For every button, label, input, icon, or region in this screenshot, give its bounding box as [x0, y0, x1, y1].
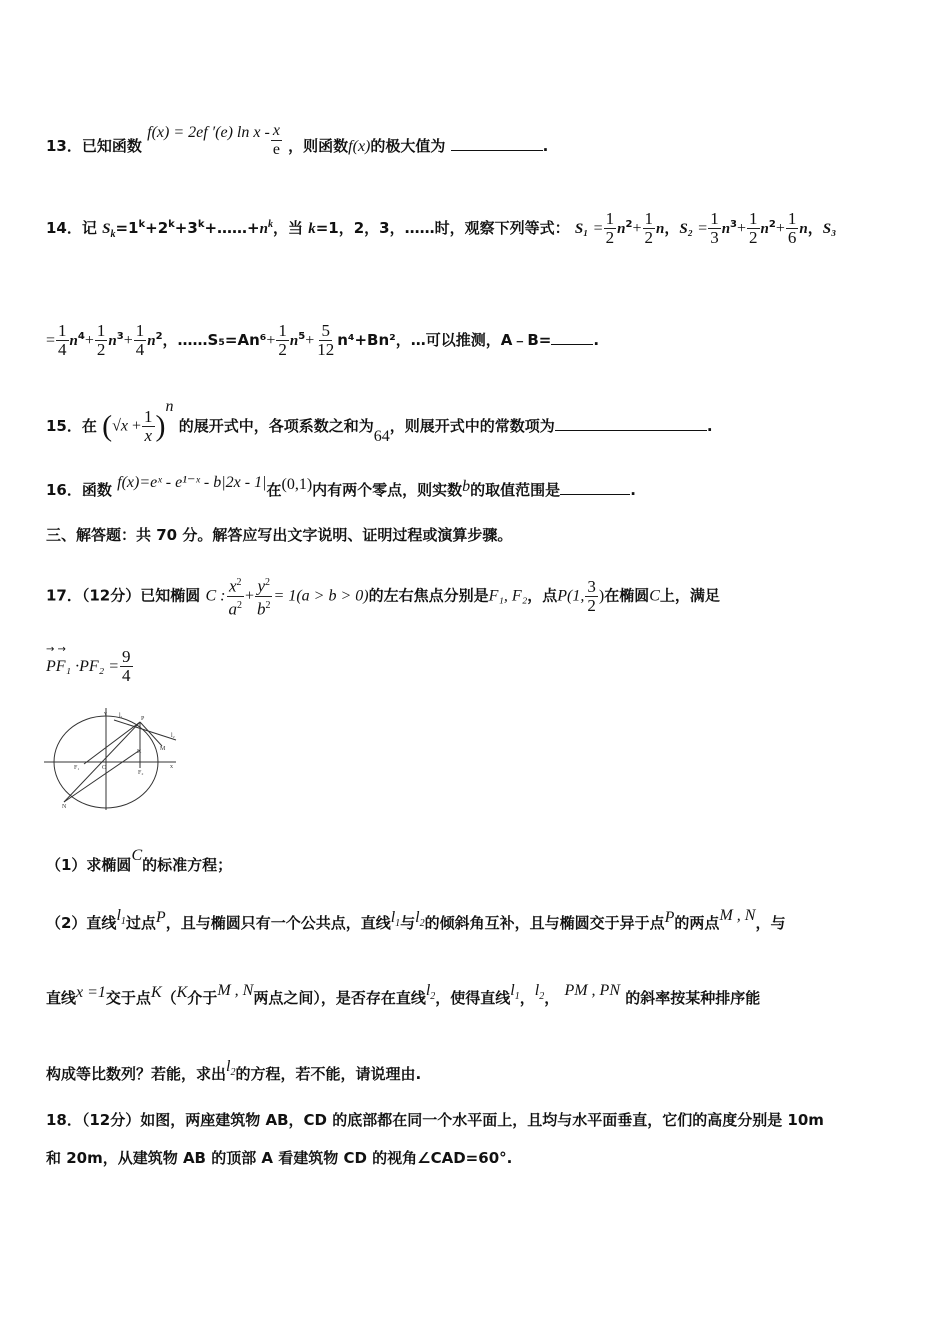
question-17: 17．（12分）已知椭圆 C : $\frac{x^2}{a^2}$ + $\frac{y^2}{b^2}$ = 1(a > b > 0)的左右焦点分别是F₁, F₂，点P(1, $\frac{3}{2}$ )在椭圆C上，满足 — [46, 574, 720, 618]
answer-blank[interactable] — [560, 480, 630, 495]
svg-text:K: K — [137, 749, 142, 755]
pf1-segment — [84, 722, 140, 764]
answer-blank[interactable] — [555, 416, 707, 431]
vector-arrows: → → — [46, 644, 66, 655]
svg-text:l₁: l₁ — [119, 713, 123, 719]
answer-blank[interactable] — [451, 136, 543, 151]
fraction: $\frac{x}{e}$ — [272, 122, 280, 158]
function-expression: f(x)=eˣ - e¹⁻ˣ - b|2x - 1| — [117, 474, 267, 491]
svg-text:l₂: l₂ — [171, 733, 175, 739]
part-2: （2）直线$l_1$过点P，且与椭圆只有一个公共点，直线$l_1$与$l_2$的倾斜角互补，且与椭圆交于异于点P的两点M , N，与 — [46, 907, 786, 932]
svg-text:F₁: F₁ — [74, 765, 80, 771]
part-1: （1）求椭圆C的标准方程； — [46, 847, 233, 874]
question-16: 16．函数 f(x)=eˣ - e¹⁻ˣ - b|2x - 1|在(0,1)内有两个零点，则实数b的取值范围是 . — [46, 474, 636, 499]
s1-label: S₁ — [574, 221, 589, 237]
coefficient-sum: 64 — [373, 428, 390, 445]
svg-text:M: M — [160, 746, 166, 752]
part-2-line-3: 构成等比数列？若能，求出$l_2$的方程，若不能，请说理由. — [46, 1058, 422, 1083]
svg-text:y: y — [104, 711, 107, 717]
svg-text:x: x — [170, 764, 173, 770]
question-number: 16． — [46, 481, 82, 499]
section-heading: 三、解答题：共 70 分。解答应写出文字说明、证明过程或演算步骤。 — [46, 526, 513, 544]
question-number: 14． — [46, 219, 82, 237]
question-number: 17． — [46, 586, 82, 605]
svg-text:N: N — [62, 804, 67, 810]
question-14-line-2: = $\frac{1}{4}$ $n^4+$ $\frac{1}{2}$ $n^3+$ $\frac{1}{4}$ $n^2$，……S₅=An⁶+ $\frac{1}{2}$ $n^5+$ $\frac{5}{12}$ n⁴+Bn²，…可以推测，A﹣B= . — [46, 321, 600, 359]
line-l2 — [114, 720, 176, 740]
function-expression: f(x) = 2ef ′(e) ln x - — [147, 124, 270, 141]
question-number: 13． — [46, 137, 82, 155]
svg-text:F₂: F₂ — [138, 770, 144, 776]
svg-text:O: O — [102, 765, 107, 771]
svg-text:P: P — [141, 716, 145, 722]
part-2-line-2: 直线x =1交于点K（K介于M , N两点之间），是否存在直线$l_2$，使得直线$l_1$，$l_2$， PM , PN 的斜率按某种排序能 — [46, 982, 761, 1007]
pn-segment — [64, 750, 140, 802]
question-18-line-2: 和 20m，从建筑物 AB 的顶部 A 看建筑物 CD 的视角∠CAD=60°. — [46, 1149, 513, 1167]
dot-product-condition: → → PF₁ ·PF₂ = $\frac{9}{4}$ — [46, 648, 134, 685]
question-18: 18．（12分）如图，两座建筑物 AB，CD 的底部都在同一个水平面上，且均与水平面垂直，它们的高度分别是 10m — [46, 1111, 824, 1129]
question-15: 15．在 (√x + $\frac{1}{x}$ )$^n$ 的展开式中，各项系数之和为64，则展开式中的常数项为 . — [46, 398, 713, 445]
question-13: 13．已知函数 f(x) = 2ef ′(e) ln x - $\frac{x}{e}$ ，则函数f(x)的极大值为 . — [46, 122, 549, 158]
question-number: 15． — [46, 417, 82, 435]
question-14: 14．记 $S_k=1^k+2^k+3^k+\dots\dots+n^k$，当 k=1，2，3，……时，观察下列等式： S₁ = $\frac{1}{2}$ $n^2+$ $\frac{1}{2}$ n，S₂ = $\frac{1}{3}$ $n^3+$ $\frac{1}{2}$ $n^2+$ $\frac{1}{6}$ n，S₃ — [46, 209, 837, 247]
ellipse-diagram — [44, 706, 184, 812]
answer-blank[interactable] — [551, 330, 593, 345]
